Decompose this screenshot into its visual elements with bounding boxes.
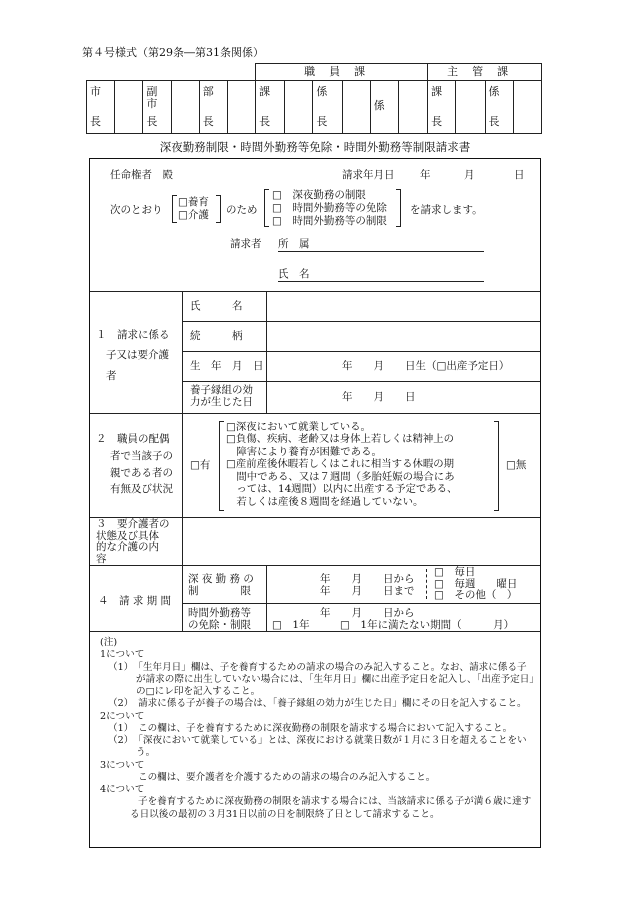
s4-label-line [182,565,183,631]
for-label: のため [226,204,258,216]
adoption-date-label: 養子縁組の効 力が生じた日 [190,384,253,409]
freq-weekly[interactable]: □ 毎週 曜日 [434,577,518,590]
s1-row-line-2 [182,351,540,352]
request-suffix: を請求します。 [410,204,483,216]
s4-subcol-line [266,565,267,631]
condition-maternity[interactable]: □産前産後休暇若しくはこれに相当する休暇の期 [226,458,455,471]
note-4-heading: 4について [100,784,145,796]
request-option-overtime-exemption[interactable]: □ 時間外勤務等の免除 [272,202,387,214]
child-name-label: 氏 名 [190,300,243,312]
care-bracket-right [216,195,221,223]
stamp-director: 部 長 [199,81,227,134]
note-2-2: （2） 「深夜において就業している」とは、深夜における就業日数が１月に３日を超えることをいう。 [108,735,527,759]
note-3-1: この欄は、要介護者を介護するための請求の場合のみ記入すること。 [138,771,436,783]
request-bracket-left [264,189,269,227]
note-1-1: （1） 「生年月日」欄は、子を養育するための請求の場合のみ記入すること。なお、請求に係る子が請求の際に出生していない場合には、「生年月日」欄に出産予定日を記入し、「出産予定日」の□にレ印を記入すること。 [108,661,535,698]
request-form [89,158,541,848]
freq-dashed-line [426,569,427,599]
section3-label: ３ 要介護者の 状態及び具体 的な介護の内 容 [96,518,170,565]
lead-text: 次のとおり [110,204,163,216]
approval-stamp-table [86,63,542,134]
request-bracket-right [396,189,401,227]
addressee: 任命権者 殿 [110,169,173,181]
spouse-yes[interactable]: □有 [190,459,211,471]
care-option-nurture[interactable]: □養育 [178,196,209,208]
condition-night-work[interactable]: □深夜において就業している。 [226,421,371,433]
care-bracket-left [172,195,177,223]
request-date-month[interactable]: 月 [464,169,475,181]
spouse-no[interactable]: □無 [506,459,527,471]
document-title: 深夜勤務制限・時間外勤務等免除・時間外勤務等制限請求書 [159,140,471,154]
stamp-mayor: 市 長 [87,81,115,134]
stamp-vice-mayor: 副 市 長 [143,81,171,134]
stamp-section-chief-1: 課 長 [256,81,285,134]
note-2-heading: 2について [100,710,145,722]
s4-row-line [182,603,540,604]
freq-daily[interactable]: □ 毎日 [434,566,476,578]
section1-label: １ 請求に係る 子又は要介護 者 [96,329,170,382]
s1-row-line-1 [182,321,540,322]
notes-heading: (注) [100,637,118,648]
period-less-than-year[interactable]: □ 1年に満たない期間（ 月） [340,619,515,631]
care-details-field[interactable] [186,521,536,561]
note-4-1: 子を養育するために深夜勤務の制限を請求する場合には、当該請求に係る子が満６歳に達する日以後の最初の３月31日以前の日を制限終了日として請求すること。 [130,796,532,820]
condition-disability[interactable]: □負傷、疾病、老齢又は身体上若しくは精神上の [226,433,455,446]
overtime-label: 時間外勤務等 の免除・制限 [188,607,251,632]
stamp-staff: 係 [370,81,398,134]
s1-subcol-line [266,291,267,413]
affiliation-field[interactable]: 所 属 [278,238,484,252]
stamp-sub-chief-2: 係 長 [485,81,513,134]
note-1-2: （2） 請求に係る子が養子の場合は、「養子縁組の効力が生じた日」欄にその日を記入すること。 [108,698,527,710]
birth-date-value[interactable]: 年 月 日生（□出産予定日） [342,360,510,372]
notes-section [100,637,536,821]
freq-other[interactable]: □ その他（ ） [434,589,518,602]
request-option-night-limit[interactable]: □ 深夜勤務の制限 [272,189,366,201]
conditions-bracket-left [219,421,224,511]
night-from-date[interactable]: 年 月 日から [320,573,415,585]
night-to-date[interactable]: 年 月 日まで [320,585,415,597]
night-limit-label: 深 夜 勤 務 の 制 限 [188,573,254,598]
requester-name-field[interactable]: 氏 名 [278,268,484,282]
divider-header [90,291,540,292]
s1-row-line-3 [182,381,540,382]
request-option-overtime-limit[interactable]: □ 時間外勤務等の制限 [272,215,387,227]
conditions-bracket-right [494,421,499,511]
period-one-year[interactable]: □ 1年 [272,619,310,631]
frequency-options [434,567,517,602]
stamp-sub-chief-1: 係 長 [313,81,342,134]
birth-date-label: 生 年 月 日 [190,360,264,372]
request-date-label: 請求年月日 [342,169,395,181]
note-3-heading: 3について [100,759,145,771]
request-date-year[interactable]: 年 [420,169,431,181]
care-option-nursing[interactable]: □介護 [178,209,209,221]
adoption-date-value[interactable]: 年 月 日 [342,391,416,403]
section4-label: ４ 請 求 期 間 [98,595,172,607]
request-date-day[interactable]: 日 [514,169,525,181]
overtime-from-date[interactable]: 年 月 日から [320,607,415,619]
spouse-conditions: □深夜において就業している。 □負傷、疾病、老齢又は身体上若しくは精神上の 障害により養育が困難である。 □産前産後休暇若しくはこれに相当する休暇の期 間中である、又は７週間（多胎妊娠の場合にあ っては、14週間）以内に出産する予定である、 若しくは産後８週間を経過していない。 [226,421,458,508]
form-number: 第４号様式（第29条―第31条関係） [82,46,264,59]
dept-responsible: 主管課 [428,64,542,81]
relation-label: 続 柄 [190,330,243,342]
divider-section-1 [90,413,540,414]
note-2-1: （1） この欄は、子を養育するために深夜勤務の制限を請求する場合において記入すること。 [108,722,513,734]
dept-personnel: 職員課 [256,64,428,81]
requester-label: 請求者 [230,238,262,250]
label-column-line [182,291,183,565]
section2-label: ２ 職員の配偶 者で当該子の 親である者の 有無及び状況 [96,433,173,496]
note-1-heading: 1について [100,649,145,661]
stamp-section-chief-2: 課 長 [428,81,456,134]
